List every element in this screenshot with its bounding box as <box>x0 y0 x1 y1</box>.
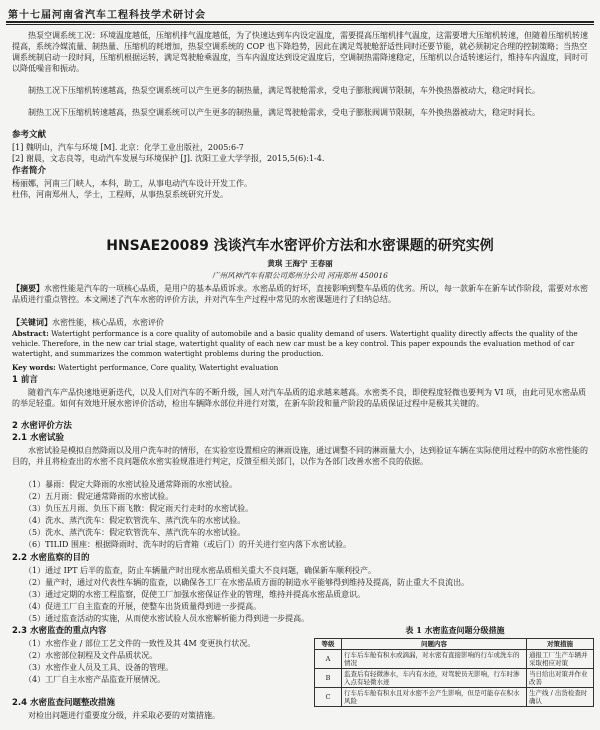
list-item: （3）负压五月雨、负压下雨飞散：假定雨天行走时的水密试验。 <box>24 504 254 513</box>
article-title: HNSAE20089 浅谈汽车水密评价方法和水密课题的研究实例 <box>106 238 494 254</box>
table-cell: 通报工厂生产车辆并采取相应对策 <box>527 650 594 669</box>
abstract-cn-text: 水密性能是汽车的一项核心品质，是用户的基本品质诉求。水密品质的好坏，直接影响到整车品质的优劣。所以，每一款新车在新车试作阶段，需要对水密品质进行重点管控。本文阐述了汽车水密的评价方法，并对汽车生产过程中常见的水密课题进行了归纳总结。 <box>12 284 588 304</box>
keywords-cn-text: 水密性能，核心品质，水密评价 <box>52 318 164 327</box>
section-2-1-heading: 2.1 水密试验 <box>12 433 65 443</box>
prev-body-paragraph-3: 制热工况下压缩机转速越高，热泵空调系统可以产生更多的制热量，满足驾驶舱需求，受电子膨胀阀调节限制，车外换热器被动大，稳定时间长。 <box>28 108 540 117</box>
list-item: （1）水密作业 / 部位工艺文件的一致性及其 4M 变更执行状况。 <box>24 639 256 648</box>
table-cell: A <box>315 650 342 669</box>
keywords-en-label: Key words: <box>12 363 56 372</box>
keywords-en-text: Watertight performance, Core quality, Watertight evaluation <box>58 363 279 372</box>
keywords-cn <box>12 317 590 328</box>
reference-2: [2] 谢晨，文志良等，电动汽车发展与环境保护 [J]. 沈阳工业大学学报，2015,5(6):1-4. <box>12 154 325 163</box>
table-header-row <box>315 639 594 650</box>
article-authors: 黄琪 王海宁 王春丽 <box>267 259 333 268</box>
table-header-cell: 对策措施 <box>527 639 594 650</box>
table-cell: C <box>315 688 342 707</box>
header-rule <box>6 21 594 23</box>
list-item: （3）通过定期的水密工程监察，促使工厂加强水密保证作业的管理，维持并提高水密品质意识。 <box>24 590 366 599</box>
section-2-4-heading: 2.4 水密监查问题整改措施 <box>12 698 116 708</box>
list-item: （1）通过 IPT 后半的监查，防止车辆量产时出现水密品质相关重大不良问题，确保新车顺利投产。 <box>24 566 377 575</box>
table-cell: 当日给出对策并作业改善 <box>527 669 594 688</box>
author-info-heading: 作者简介 <box>12 166 47 176</box>
list-item: （3）水密作业人员及工具、设备的管理。 <box>24 663 174 672</box>
keywords-en <box>12 362 590 373</box>
section-2-1-text: 水密试验是模拟自然降雨以及用户洗车时的情形，在实验室设置相应的淋雨设施，通过调整不同的淋雨量大小，达到验证车辆在实际使用过程中的防水密性能的目的，并且将检查出的水密不良问题依水密实验规准进行判定，反馈至相关部门，以作为各部门改善水密不良的依据。 <box>12 446 588 466</box>
prev-body-paragraph-1: 热泵空调系统工况：环境温度越低，压缩机排气温度越低，为了快速达到车内设定温度，需要提高压缩机排气温度，这需要增大压缩机转速，但随着压缩机转速提高，系统冷媒流量、制热量、压缩机的耗增加，热泵空调系统的 COP 也下降趋势，因此在满足驾驶舱舒适性同时还要节能，就必须制定合理的控制策略；当热空调系统制启动一段时间，压缩机根据运转，满足驾驶舱乘温度，当车内温度达到设定温度后，空调制热需降速稳定，压缩机以合适转速运行，维持车内温度，同时可以降低噪音和振动。 <box>12 31 588 73</box>
section-2-heading: 2 水密评价方法 <box>12 421 72 431</box>
abstract-en-text: Watertight performance is a core quality of automobile and a basic quality demand of users. Watertight quality directly affects the quality of the vehicle. Therefore, in the new car trial stage, watertight quality of each new car must be a key control. This paper expounds the evaluation method of car watertight, and summarizes the common watertight problems during the production. <box>12 329 578 358</box>
list-item: （5）洗水、蒸汽洗车：假定软管洗车、蒸汽洗车的水密试验。 <box>24 528 246 537</box>
reference-1: [1] 魏明山，汽车与环境 [M]. 北京：化学工业出版社，2005:6-7 <box>12 143 244 152</box>
header-rule-thin <box>6 24 594 25</box>
list-item: （6）TILID 围座：根据降雨时、洗车时的后背箱（或后门）的开关进行室内落下水密试验。 <box>24 540 352 549</box>
list-item: （2）五月雨：假定通常降雨的水密试验。 <box>24 492 174 501</box>
abstract-en <box>12 329 590 359</box>
table-cell: 监查后有轻微渗水，车内有水迹，对驾驶员无影响，行车时渗入点有轻微水迹 <box>342 669 527 688</box>
table-1-title: 表 1 水密监查问题分级措施 <box>405 625 505 635</box>
list-item: （4）洗水、蒸汽洗车：假定软管洗车、蒸汽洗车的水密试验。 <box>24 516 246 525</box>
list-item: （4）促进工厂自主监查的开展，使整车出货质量得到进一步提高。 <box>24 602 262 611</box>
table-header-cell: 等级 <box>315 639 342 650</box>
section-1-heading: 1 前言 <box>12 375 38 385</box>
list-item: （5）通过监查活动的实施，从而使水密试验人员水密解析能力得到进一步提高。 <box>24 614 310 623</box>
abstract-en-label: Abstract: <box>12 329 49 338</box>
table-cell: 行车后车舱有积水或滴漏，对水密有直接影响的行车或洗车的情况 <box>342 650 527 669</box>
section-2-3-heading: 2.3 水密监查的重点内容 <box>12 626 107 636</box>
table-row <box>315 669 594 688</box>
article-affiliation: 广州风神汽车有限公司郑州分公司 河南郑州 450016 <box>212 271 388 280</box>
table-cell: 行车后车舱有积水且对水密不会产生影响，但是可能存在积水风险 <box>342 688 527 707</box>
list-item: （2）量产时，通过对代表性车辆的监查，以确保各工厂在水密品质方面的制造水平能够得到维持及提高，防止重大不良流出。 <box>24 578 470 587</box>
running-header: 第十七届河南省汽车工程科技学术研讨会 <box>8 10 206 21</box>
list-item: （4）工厂自主水密产品监查开展情况。 <box>24 675 166 684</box>
section-1-text: 随着汽车产品快速地更新迭代，以及人们对汽车的不断升级，国人对汽车品质的追求越来越高。水密类不良，即使程度轻微也要判为 VI 项，由此可见水密品质的举足轻重。如何有效地开展水密评价活动，检出车辆降水部位并进行对策，在新车阶段和量产阶段的品质保证过程中是极其关键的。 <box>12 388 587 408</box>
table-header-cell: 问题内容 <box>342 639 527 650</box>
table-row <box>315 688 594 707</box>
list-item: （2）水密部位制程及文件品质状况。 <box>24 651 158 660</box>
section-2-4-text: 对检出问题进行重要度分级，并采取必要的对策措施。 <box>28 711 220 720</box>
list-item: （1）暴雨：假定大降雨的水密试验及通常降雨的水密试验。 <box>24 480 238 489</box>
table-cell: B <box>315 669 342 688</box>
table-cell: 生产线 / 出货检查时确认 <box>527 688 594 707</box>
keywords-cn-label: 【关键词】 <box>12 317 52 327</box>
table-1 <box>314 638 594 707</box>
section-2-2-heading: 2.2 水密监察的目的 <box>12 553 90 563</box>
author-info-1: 杨丽娜，河南三门峡人，本科，助工，从事电动汽车设计开发工作。 <box>12 179 252 188</box>
references-heading: 参考文献 <box>12 130 47 140</box>
table-row <box>315 650 594 669</box>
abstract-cn-label: 【摘要】 <box>12 283 44 293</box>
author-info-2: 杜伟，河南郑州人，学士，工程师，从事热泵系统研究开发。 <box>12 190 228 199</box>
prev-body-paragraph-2: 制热工况下压缩机转速越高，热泵空调系统可以产生更多的制热量，满足驾驶舱需求，受电子膨胀阀调节限制，车外换热器被动大，稳定时间长。 <box>28 86 540 95</box>
abstract-cn <box>12 283 590 305</box>
